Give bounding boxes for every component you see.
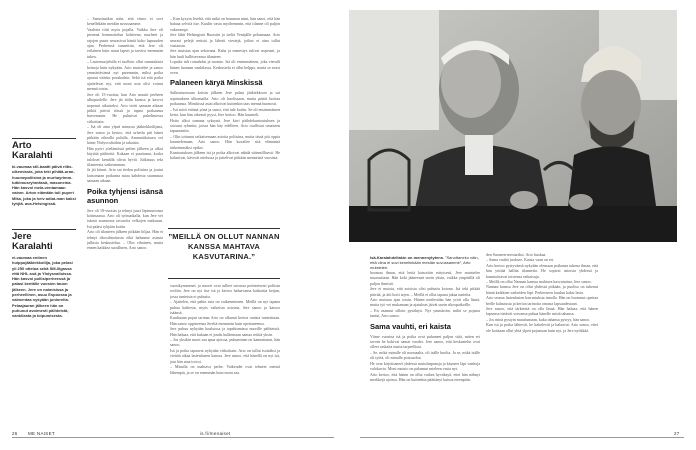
paragraph: Arto seuraa lastenlasten harrastuksia innolla. Hän on luvannut opettaa heille kalastusta ja kertoa tarinoita omasta lapsuudestaan. [486, 295, 598, 306]
paragraph: – Sama vauhti juoksee. Kaista vaan on eri. [486, 257, 555, 263]
paragraph: – Jos yksikin nuori saa apua ajoissa, puhuminen on kannattanut, hän sanoo. [170, 337, 280, 348]
paragraph: Isä ja poika tapaavat nykyään viikoittain. Arto on tullut isoisäksi ja viettää aikaa lastenlasten kanssa. Jere sanoo, että hänellä on nyt isä, jota hän aina toivoi. [170, 347, 280, 364]
paragraph: – Isä oli aina ylpeä minusta jääkiekkoilijana, Jere sanoo ja kertoo, että urheilu piti hänet pitkään oikealla polulla. Ammattilaisura vei hänet Yhdysvaltoihin ja takaisin. [87, 124, 163, 146]
bio-text: ki-vaumaa stil-baatti päivä riitis-ulkemissia, joka teki pihlää-uran-huumepoliisina ja murhayrimm-tutkimusryhmässä, masoneina. Hän kasvoi mela-ventamaan vainm. Arton elämään tuli puperi Mika, joka ja heiv adlat-man kaksi tyhjtä. ava-Helsingissä. [12, 164, 76, 207]
paragraph: Ja jäi kiinni. Arto sai tiedon poliisina ja joutui katsomaan poikansa asiaa kahdesta suunnasta samaan aikaan. [87, 167, 163, 184]
publication-name: ME NAISET [28, 431, 55, 436]
bio-divider [12, 229, 76, 230]
photo-caption [370, 255, 480, 271]
paragraph: – Isä soitti eräänä yönä ja sanoi, että tule kotiin. Se oli ensimmäinen kerta, kun hän oikeasti pyysi, Jere kertoo. Hän kuunteli. [170, 106, 280, 118]
bio-name: Arto [12, 140, 32, 151]
paragraph: Hoito alkoi samana syksynä. Jere kävi päihdekuntoutuksen ja sitoutui ryhmiin, joissa hän käy edelleen. Arto osallistui omaisten tapaamisiin. [170, 117, 280, 134]
paragraph: Arto kertoo, että hänen on ollut vaikea hyväksyä, ettei hän nähnyt merkkejä ajoissa. Hän on kuitenkin päättänyt katsoa eteenpäin. [370, 371, 480, 382]
paragraph: Viime vuosina isä ja poika ovat puhuneet paljon siitä, miten eri tavoin he kokivat samat vuodet. Jere sanoo, että keskustelut ovat olleet raskaita mutta tarpeellisia. [370, 333, 480, 350]
hero-photo [349, 10, 677, 242]
paragraph: He ovat kirjoittaneet yhdessä muistiinpanoja ja käyneet läpi vanhoja valokuvia. Moni muisto on palannut mieleen vasta nyt. [370, 360, 480, 372]
paragraph: Arto kertoo pystyvänsä nykyään olemaan poikansa tukena ilman, että hän yrittää hallita tilannetta. He sopivat asioista yhdessä ja kunnioittavat toistensa ratkaisuja. [486, 262, 598, 279]
paragraph: Jere puhuu nykyään kouluissa ja tapahtumissa nuorille päihteistä. Hän haluaa, että kukaan ei joudu kulkemaan samaa reittiä yksin. [170, 326, 280, 337]
paragraph: hoomaa ilman, että heitä katsottiin erityisesti, Jere muistelee nuoruuttaan. Hän koki jääneensä usein yksin, vaikka ympärillä oli paljon ihmisiä. [370, 270, 480, 286]
bio-divider [12, 138, 76, 139]
bio-arto [12, 141, 76, 206]
paragraph: – Olin tottunut ratkaisemaan asioita poliisina, mutta tässä piti oppia kuuntelemaan, Arto sanoo. Hän kuvailee sitä elämänsä tärkeimmäksi opiksi. [170, 133, 280, 150]
article-column-2-lower [170, 283, 280, 426]
page-number-left: 26 [12, 431, 18, 436]
article-column-5 [486, 252, 598, 426]
bio-text: ei-vaumaa entinen huippujääkiekkoilija, joka pelasi yli 250 ottelua sekä SM-liigassa että NHL:ssä ja Yhdysvalloissa. Hän kasvoi poliisiperheessä ja palasi kentälle vuosien tauon jälkeen. Jere on naimisissa ja perheellinen, asuu Espoossa ja valmentaa nykyään junioreita. Pelaajauran jälkeen hän on puhunut avoimesti päihteistä, vankilasta ja toipumisesta. [12, 255, 73, 319]
paragraph: – Minulla on mahtava perhe. Vaikeudet ovat tehneet meistä lähempiä, ja se on enemmän kuin moni saa. [170, 364, 280, 375]
paragraph: Kuultuaan pojan tarinan Arto on alkanut kertoa omista tunteistaan. Hän sanoo oppineensa Jereltä enemmän kuin opettaneensa. [170, 315, 280, 326]
paragraph: Jere lähti Helsingistä Ruotsiin ja sieltä Venäjälle pelaamaan. Arto seurasi pelejä netistä ja lähetti viestejä, joihin ei aina tullut vastausta. [170, 32, 280, 49]
bio-name: Karalahti [12, 150, 53, 161]
paragraph: Jere sanoo, että tärkeintä on olla läsnä. Hän haluaa, että hänen lapsensa tietävät voivansa puhua hänelle mistä tahansa. [486, 306, 598, 317]
paragraph: Kun isä ja poika lähtevät, he kättelevät ja halaavat. Arto sanoo, ettei ole koskaan ollut yhtä ylpeä pojastaan kuin nyt, ja Jere nyökkää. [486, 322, 598, 333]
paragraph: Hän pyöri yöelämässä pelien jälkeen ja alkoi käyttää päihteitä. Kukaan ei puuttunut, koska tulokset kentällä olivat hyviä. Julkisuus teki tilanteesta vaikeamman. [87, 145, 163, 167]
paragraph: Arto muistaa ajan toisin. Hänen mielestään hän yritti olla läsnä, mutta työ vei mukanaan ja ajatukset jäivät usein rikospaikoille. [370, 297, 480, 308]
paragraph: – Meillä on ollut Nannan kanssa mahtava kasvutarina, Jere sanoo. [486, 279, 592, 285]
paragraph: – Jos minä pystyin muuttumaan, kuka tahansa pystyy, hän sanoo. [486, 316, 591, 322]
paragraph: – Se, mikä minulle oli normaalia, oli isälle huolta. Ja se, mikä isälle oli työtä, oli minulle poissaoloa. [370, 349, 480, 361]
article-column-4 [370, 270, 480, 426]
paragraph: – Lastensuojelulla ei tuolloin ollut samanlaisia keinoja kuin nykyään. Arto muistelee ja sanoo ymmärtävänsä nyt paremmin, miksi poika ajautui vääriin porukoihin. Sekä isä että poika ajattelevat nyt, että moni asia olisi voinut mennä toisin. [87, 59, 163, 92]
paragraph: Jere oli 15-vuotias, kun Arto muutti perheen ulkopuolelle. Jere jäi äidin kanssa ja kasvoi nopeasti aikuiseksi. Arto vietti samaan aikaan pitkiä päiviä töissä ja tapasi poikaansa harvemmin. He puhuivat puhelimessa viikoittain. [87, 91, 163, 124]
quote-rule-bottom [168, 278, 280, 279]
paragraph: – Samoinaikin näin, että viimo ei sovi kenellekään meidän suvussamme. [87, 16, 163, 27]
article-column-1 [87, 16, 163, 426]
pull-quote: ”MEILLÄ ON OLLUT NANNAN KANSSA MAHTAVA KASVUTARINA.” [168, 232, 280, 261]
paragraph: den Suomen-mestariksi. Arto huokaa. [486, 252, 547, 257]
caption-lead: Isä-Karalahdellakin on mennenytytens. [370, 255, 445, 260]
subheading: Sama vauhti, eri kaista [370, 321, 451, 331]
photo-illustration [349, 10, 677, 242]
paragraph: vuosikymmenet, ja nuoret ovat tulleet suvussa perinteisesti poliisin rooliin. Jere on nyt itse isä ja kertoo haluavansa katkaista ketjun, jossa tunteista ei puhuttu. [170, 283, 280, 299]
paragraph: Jere oli 18-vuotias ja tehnyt juuri läpimurtonsa kotimaassa. Arto oli työmatkalla, kun Jere vei isänsä asunnosta tavaroita velkojen maksuun. Isä palasi tyhjään kotiin. [87, 207, 163, 229]
paragraph: Lopulta tuli romahdus ja tuomio. Isä oli ensimmäinen, joka vieraili hänen luonaan vankilassa. Keskustelu ei ollut helppo, mutta se avasi oven. [170, 59, 280, 76]
article-column-2 [170, 16, 280, 226]
paragraph: – Kun kysyin Jereltä, että mikä on homman nimi, hän sanoi, että hän haluaa selvitä itse. Kuulin vasta myöhemmin, että tilanne oli paljon vakavampi. [170, 16, 280, 32]
bio-name: Karalahti [12, 241, 53, 252]
paragraph: Kuntoutuksen jälkeen isä ja poika alkoivat nähdä säännöllisesti. He kalastivat, kävivät ottelussa ja juttelivat pitkään menneistä vuosista. [170, 149, 280, 161]
subheading: Poika tyhjensi isänsä asunnon [87, 186, 163, 205]
page-number-right: 27 [674, 431, 680, 436]
paragraph: Nannan kanssa Jere on ollut yhdessä pitkään, ja puoliso on tukenut häntä kaikkien vaiheiden läpi. Perheeseen kuuluu kaksi lasta. [486, 284, 598, 295]
paragraph: Sulkeutuessaan kriisin jälkeen Jere palasi jääkiekkoon ja sai sopimuksen ulkomailta. Arto oli huolissaan, mutta päätti luottaa poikaansa. Minskissä asiat alkoivat kuitenkin taas mennä huonosti. [170, 90, 280, 107]
footer-rule [360, 437, 684, 438]
paragraph: – En osannut silloin pysähtyä. Nyt ymmärrän, miltä se pojasta tuntui, Arto sanoo. [370, 307, 480, 319]
paragraph: Jere ei muista, että asioista olisi puhuttu kotona. Isä teki pitkää päivää, ja äiti hoiti arjen. – Meillä ei ollut tapana jakaa tunteita. [370, 286, 480, 297]
footer-rule [12, 437, 334, 438]
paragraph: Vaaleita riitti myös pojalla. Vaikka Jere oli pienenä hemmottelun kohteena, murheet ja rajojen puute seurasivat häntä koko lapsuuden ajan. Perheessä tunnettiin, että Jere oli erilainen kuin muut lapset ja tarvitsi enemmän tukea. [87, 26, 163, 59]
website-left: is.fi/menaiset [200, 431, 231, 436]
paragraph: Arto oli tilanteen jälkeen pitkään hiljaa. Hän ei tehnyt rikosilmoitusta eikä halunnut asiasta julkista keskustelua. – Olin vihainen, mutta ennen kaikkea surullinen, Arto sanoo. [87, 229, 163, 251]
quote-rule-top [168, 228, 280, 229]
bio-jere [12, 232, 76, 319]
bio-name: Jere [12, 231, 32, 242]
paragraph: – Ajattelen, että pahin asia on vaikeneminen. Meillä on nyt tapana puhua kaikesta, myös vaikeista asioista, Jere sanoo ja katsoo isäänsä. [170, 299, 280, 316]
subheading: Palaneen käryä Minskissä [170, 78, 263, 88]
paragraph: Jere muistaa ajan sekavana. Raha ja menestys tulivat nopeasti, ja hän luuli hallitsevansa tilanteen. [170, 48, 280, 59]
caption-text: ”Sanottaneko näin, että viina ei sovi kenellekään meidän suvussamme”, Arto muistelee. [370, 255, 479, 271]
